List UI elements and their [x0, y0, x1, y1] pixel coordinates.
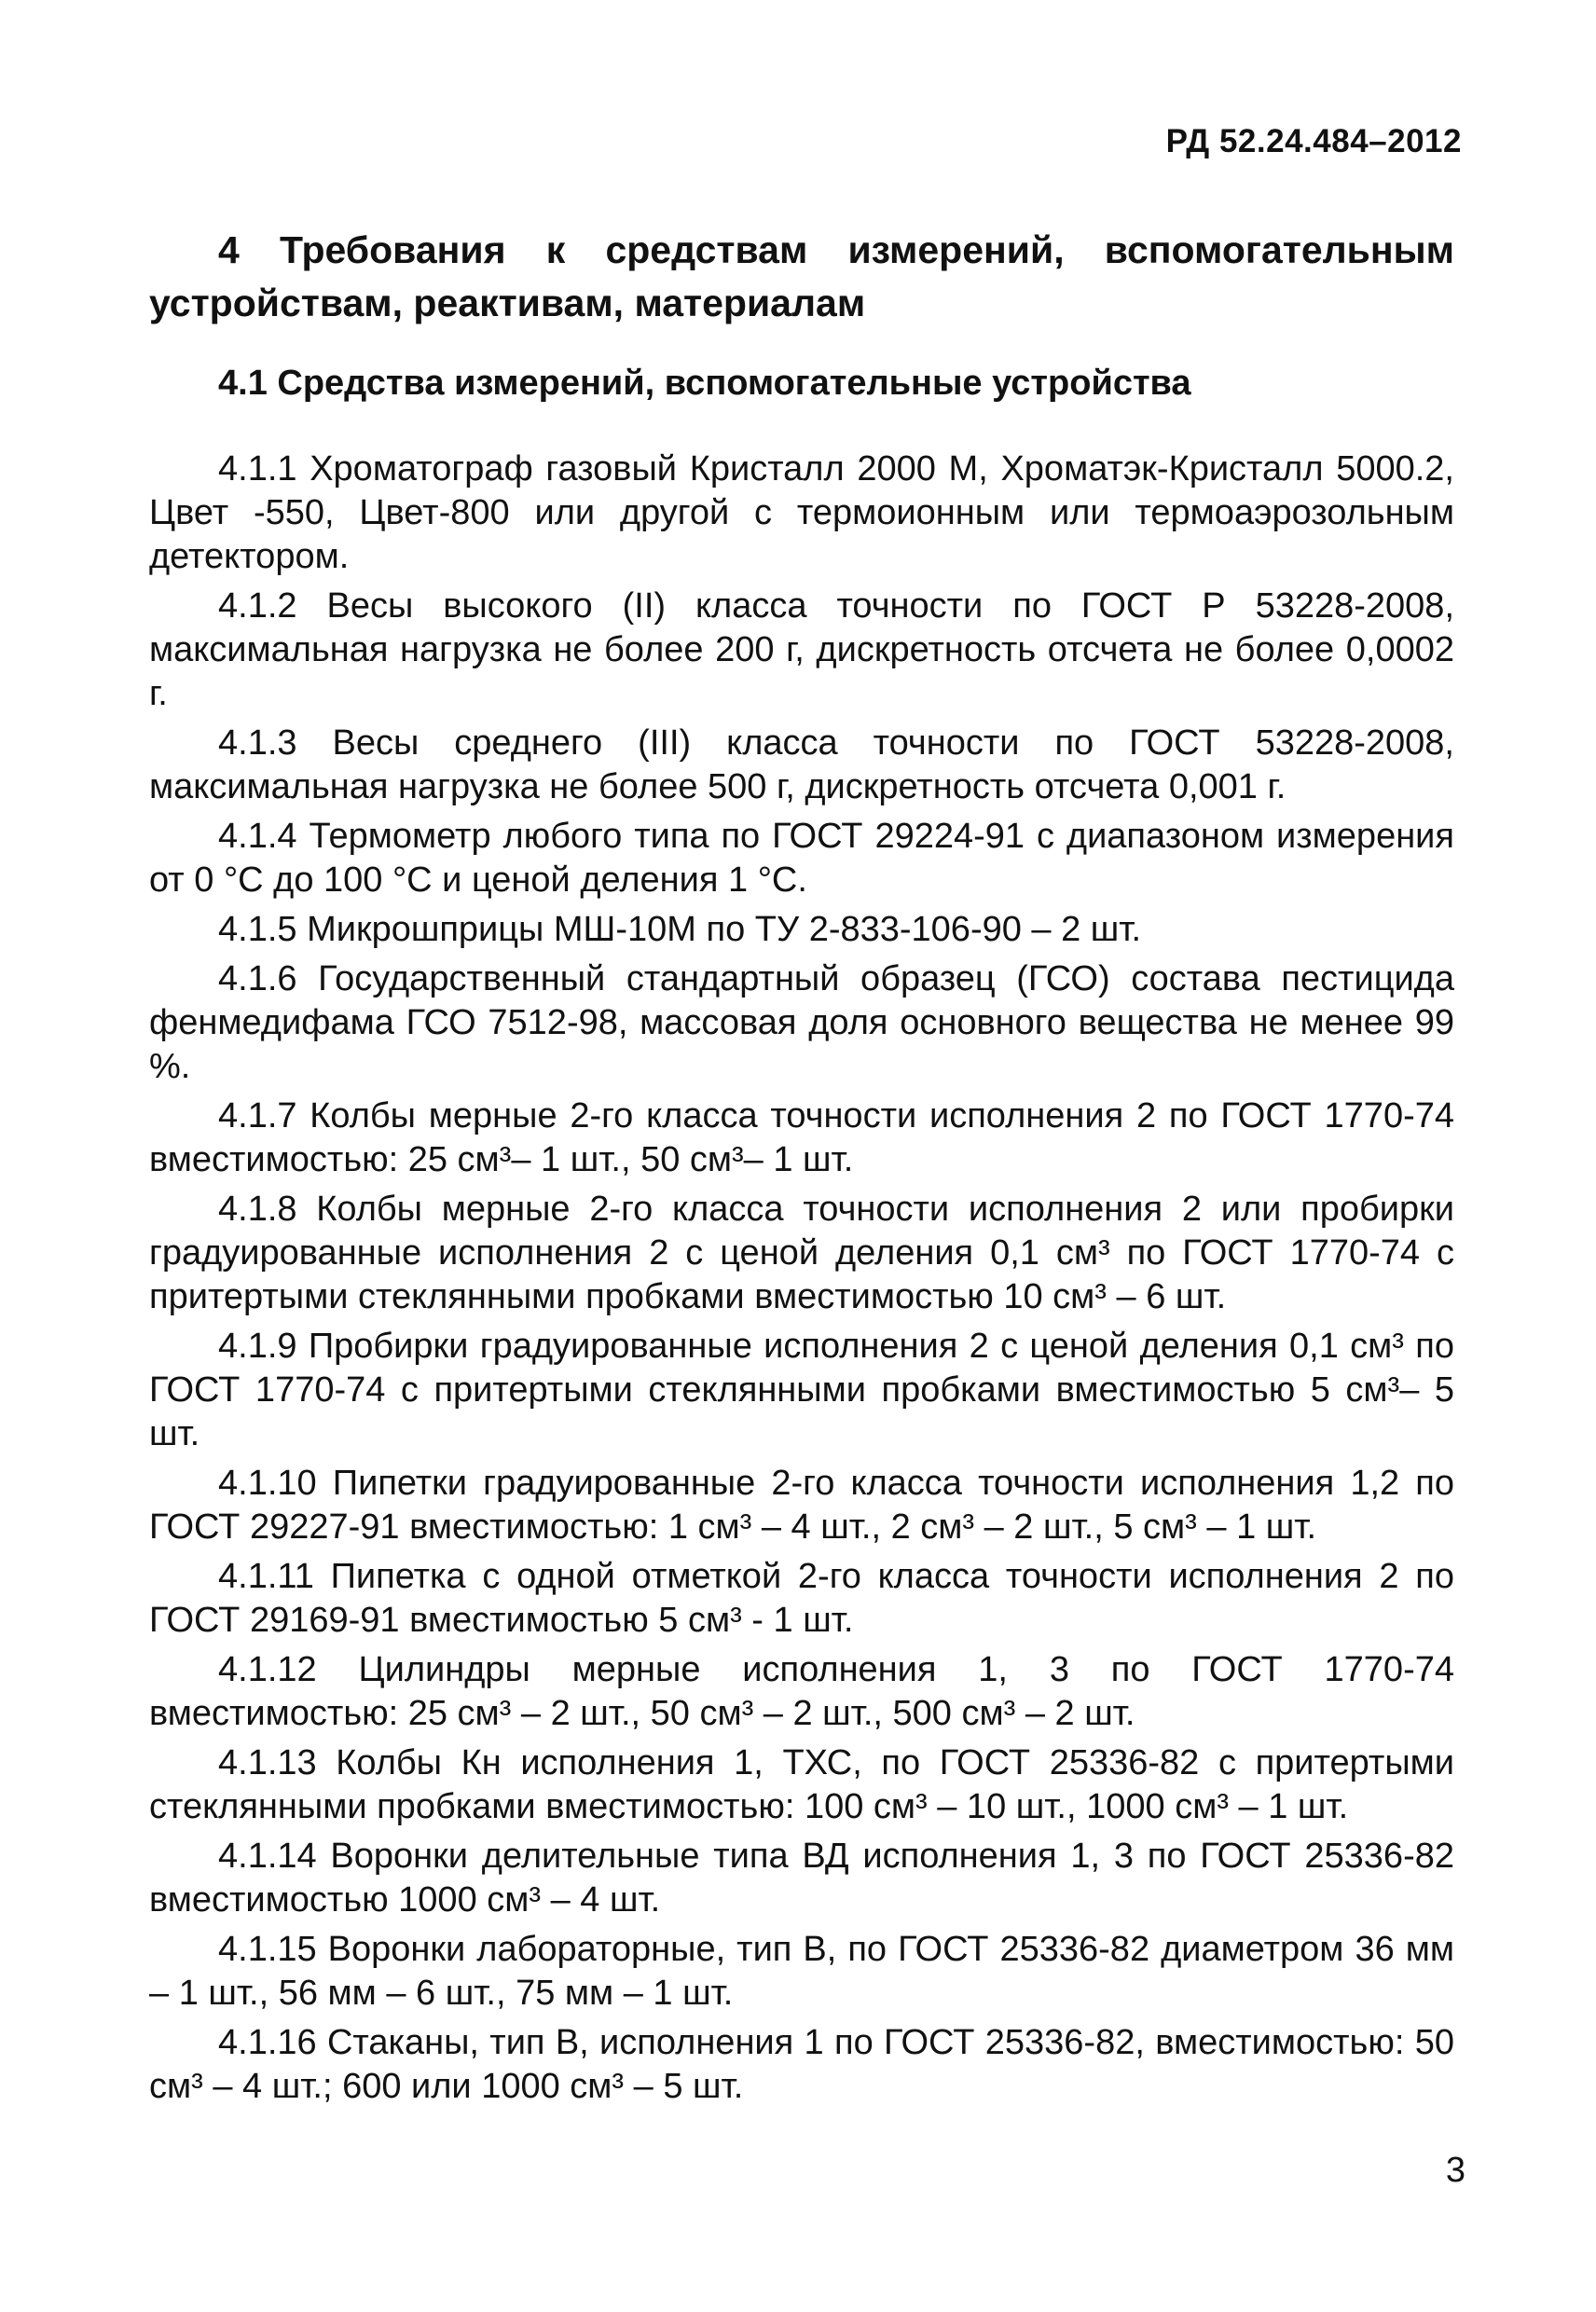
list-item: 4.1.11 Пипетка с одной отметкой 2-го класса точности исполнения 2 по ГОСТ 29169-91 вместимостью 5 см³ - 1 шт.: [149, 1557, 1454, 1640]
section-title: 4 Требования к средствам измерений, вспомогательным устройствам, реактивам, материалам: [149, 228, 1454, 324]
list-item: 4.1.1 Хроматограф газовый Кристалл 2000 М, Хроматэк-Кристалл 5000.2, Цвет -550, Цвет-800 или другой с термоионным или термоаэрозольным детектором.: [149, 449, 1454, 576]
list-item: 4.1.15 Воронки лабораторные, тип В, по ГОСТ 25336-82 диаметром 36 мм – 1 шт., 56 мм – 6 шт., 75 мм – 1 шт.: [149, 1930, 1454, 2013]
requirements-list: [149, 447, 1454, 2114]
list-item: 4.1.12 Цилиндры мерные исполнения 1, 3 по ГОСТ 1770-74 вместимостью: 25 см³ – 2 шт., 50 см³ – 2 шт., 500 см³ – 2 шт.: [149, 1650, 1454, 1733]
list-item: 4.1.13 Колбы Кн исполнения 1, ТХС, по ГОСТ 25336-82 с притертыми стеклянными пробками вместимостью: 100 см³ – 10 шт., 1000 см³ – 1 шт.: [149, 1743, 1454, 1826]
list-item: 4.1.16 Стаканы, тип В, исполнения 1 по ГОСТ 25336-82, вместимостью: 50 см³ – 4 шт.; 600 или 1000 см³ – 5 шт.: [149, 2023, 1454, 2106]
list-item: 4.1.4 Термометр любого типа по ГОСТ 29224-91 с диапазоном измерения от 0 °С до 100 °С и ценой деления 1 °С.: [149, 817, 1454, 900]
list-item: 4.1.3 Весы среднего (III) класса точности по ГОСТ 53228-2008, максимальная нагрузка не более 500 г, дискретность отсчета 0,001 г.: [149, 723, 1454, 806]
list-item: 4.1.14 Воронки делительные типа ВД исполнения 1, 3 по ГОСТ 25336-82 вместимостью 1000 см³ – 4 шт.: [149, 1837, 1454, 1920]
document-code: РД 52.24.484–2012: [1165, 123, 1462, 159]
list-item: 4.1.2 Весы высокого (II) класса точности по ГОСТ Р 53228-2008, максимальная нагрузка не более 200 г, дискретность отсчета не более 0,0002 г.: [149, 586, 1454, 713]
list-item: 4.1.9 Пробирки градуированные исполнения 2 с ценой деления 0,1 см³ по ГОСТ 1770-74 с притертыми стеклянными пробками вместимостью 5 см³– 5 шт.: [149, 1327, 1454, 1453]
list-item: 4.1.10 Пипетки градуированные 2-го класса точности исполнения 1,2 по ГОСТ 29227-91 вместимостью: 1 см³ – 4 шт., 2 см³ – 2 шт., 5 см³ – 1 шт.: [149, 1464, 1454, 1547]
subsection-title: 4.1 Средства измерений, вспомогательные устройства: [218, 364, 1191, 403]
page-number: 3: [1445, 2151, 1465, 2190]
list-item: 4.1.6 Государственный стандартный образец (ГСО) состава пестицида фенмедифама ГСО 7512-98, массовая доля основного вещества не менее 99 %.: [149, 959, 1454, 1086]
list-item: 4.1.8 Колбы мерные 2-го класса точности исполнения 2 или пробирки градуированные исполнения 2 с ценой деления 0,1 см³ по ГОСТ 1770-74 с притертыми стеклянными пробками вместимостью 10 см³ – 6 шт.: [149, 1190, 1454, 1316]
list-item: 4.1.7 Колбы мерные 2-го класса точности исполнения 2 по ГОСТ 1770-74 вместимостью: 25 см³– 1 шт., 50 см³– 1 шт.: [149, 1096, 1454, 1179]
list-item: 4.1.5 Микрошприцы МШ-10М по ТУ 2-833-106-90 – 2 шт.: [218, 910, 1142, 949]
